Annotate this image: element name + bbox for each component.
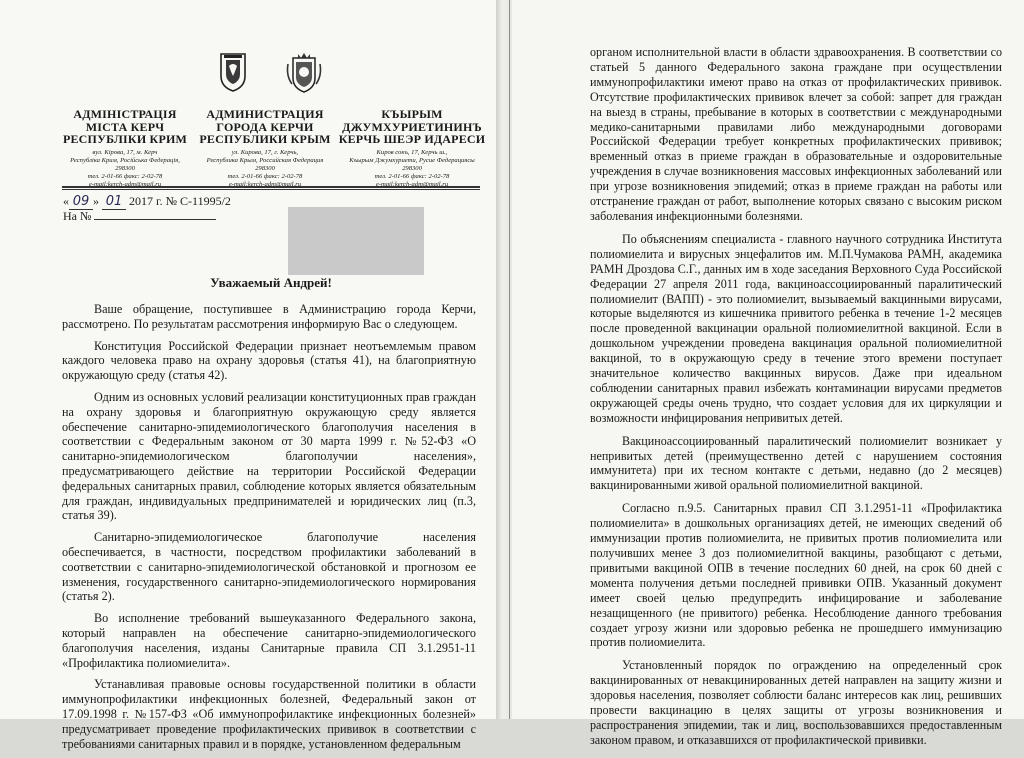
org-name-line: МІСТА КЕРЧ (85, 119, 165, 134)
paragraph: Конституция Российской Федерации признает неотъемлемым правом каждого человека право на охрану здоровья (статья 41), на благоприятную окружающую среду (статья 42). (62, 338, 476, 383)
letterhead-rule (62, 186, 480, 188)
org-address: вул. Кірова, 17, м. Керч Республіка Крим, Російська Федерація, 298300 тел. 2-01-66 факс: 2-02-78 e-mail:kerch-adm@mail.ru (70, 148, 180, 188)
kerch-coat-of-arms-icon (284, 52, 324, 94)
paragraph: Согласно п.9.5. Санитарных правил СП 3.1.2951-11 «Профилактика полиомиелита» в дошкольных организациях детей, не имеющих сведений об иммунизации против полиомиелита, не привитых против полиомиелита или получивших менее 3 доз полиомиелитной вакцины, разобщают с детьми, привитыми вакциной ОПВ в течение последних 60 дней, на срок 60 дней с момента получения детьми последней прививки ОПВ. Указанный документ имеет своей целью предупредить инфицирование и заболевание незащищенного (не привитого) ребенка. Несоблюдение данного требования создает угрозу жизни или здоровью ребенка не прошедшего иммунизацию против полиомиелита. (590, 501, 1002, 650)
reference-year: 2017 (129, 194, 153, 208)
org-name-line: КЕРЧЬ ШЕЭР ИДАРЕСИ (338, 132, 486, 146)
outgoing-reference: « 09 » 01 2017 г. № С-11995/2 (63, 194, 231, 209)
paragraph: Устанавливая правовые основы государственной политики в области иммунопрофилактики инфекционных болезней, Федеральный закон от 17.09.1998 г. №157-ФЗ «Об иммунопрофилактике инфекционных болезней» предусматривает проведение профилактических прививок в соответствии с требованиями санитарных правил и в порядке, установленном федеральным (62, 677, 476, 751)
crimea-coat-of-arms-icon (218, 52, 248, 92)
paragraph: Во исполнение требований вышеуказанного Федерального закона, который направлен на обеспечение санитарно-эпидемиологического благополучия населения, изданы Санитарные правила СП 3.1.2951-11 «Профилактика полиомиелита». (62, 611, 476, 670)
greeting: Уважаемый Андрей! (210, 275, 332, 290)
letterhead-crimean-tatar (338, 108, 486, 189)
paragraph: Одним из основных условий реализации конституционных прав граждан на охрану здоровья и благоприятную окружающую среду является обеспечение санитарно-эпидемиологического благополучия населения в соответствии с Федеральным законом от 30 марта 1999 г. №52-ФЗ «О санитарно-эпидемиологическом благополучии населения», предусматривающего действие на территории Российской Федерации федеральных санитарных правил, соблюдение которых является обязательным для граждан, индивидуальных предпринимателей и юридических лиц (п.3, статья 39). (62, 389, 476, 523)
paragraph: По объяснениям специалиста - главного научного сотрудника Института полиомиелита и вирусных энцефалитов им. М.П.Чумакова РАМН, академика РАМН Дроздова С.Г., данных им в ходе заседания Верховного Суда Российской Федерации 27 апреля 2011 года, вакциноассоциированный паралитический полиомиелит (ВАПП) - это полиомиелит, вызываемый вакцинными вирусами, которые выделяются из кишечника привитого ребенка в течение 1-2 месяцев после проведенной вакцинации оральной полиомиелитной вакциной. Если в дошкольном учреждении проведена вакцинация оральной полиомиелитной вакциной, то в окружающую среду в течение этого времени поступает значительное количество вакцинных вирусов. Даже при идеальном соблюдении санитарных правил избежать контаминации вирусами предметов окружающей среды очень трудно, что создает условия для их циркуляции и возможности инфицирования непривитых детей. (590, 231, 1002, 425)
page-edge (509, 0, 510, 719)
org-name-line: РЕСПУБЛИКИ КРЫМ (199, 132, 331, 146)
paragraph: Установленный порядок по ограждению на определенный срок вакцинированных от невакцинированных детей направлен на защиту жизни и здоровья населения, позволяет соблюсти баланс интересов как лиц, решивших провести вакцинацию в целях защиты от угрозы возникновения и распространения эпидемии, так и лиц, воспользовавшихся предоставленным законом правом, и отказавшихся от профилактической прививки. (590, 658, 1002, 747)
org-name-line: АДМІНІСТРАЦІЯ (73, 107, 177, 121)
paragraph: Санитарно-эпидемиологическое благополучие населения обеспечивается, в частности, посредством профилактики заболеваний в соответствии с санитарно-эпидемиологической обстановкой и прогнозом ее изменения, государственного санитарно-эпидемиологического нормирования (статья 2). (62, 530, 476, 604)
incoming-reference: На № (63, 209, 216, 224)
letter-body-page-2 (590, 45, 1002, 756)
paragraph: Ваше обращение, поступившее в Администрацию города Керчи, рассмотрено. По результатам рассмотрения информирую Вас о следующем. (62, 302, 476, 331)
reference-day: 09 (69, 194, 93, 210)
paragraph: Вакциноассоциированный паралитический полиомиелит возникает у непривитых детей (преимущественно детей с нарушением состояния иммунитета) при их тесном контакте с детьми, недавно (до 2 месяцев) вакцинированными живой оральной полиомиелитной вакциной. (590, 433, 1002, 493)
org-name-line: КЪЫРЫМ (381, 107, 443, 121)
org-name-line: АДМИНИСТРАЦИЯ (206, 107, 324, 121)
redacted-block (288, 207, 424, 275)
letterhead-rule (62, 189, 480, 190)
letter-body-page-1 (62, 302, 476, 758)
letterhead-ukrainian (60, 108, 190, 189)
org-name-line: ГОРОДА КЕРЧИ (216, 119, 314, 134)
paragraph: органом исполнительной власти в области здравоохранения. В соответствии со статьей 5 данного Федерального закона граждане при осуществлении иммунопрофилактики имеют право на отказ от профилактических прививок. Отсутствие профилактических прививок влечет за собой: запрет для граждан на выезд в страны, пребывание в которых в соответствии с международными медико-санитарными правилами либо международными договорами Российской Федерации требует конкретных профилактических прививок; временный отказ в приеме граждан в образовательные и оздоровительные учреждения в случае возникновения массовых инфекционных заболеваний или при угрозе возникновения эпидемий; отказ в приеме граждан на работы или отстранение граждан от работ, выполнение которых связано с высоким риском заболевания инфекционными болезнями. (590, 45, 1002, 223)
reference-month: 01 (102, 194, 126, 210)
org-address: Киров сокъ, 17, Керчь ш., Къырым Джумхуриети, Русие Федерациясы 298300 тел. 2-01-66 факс: 2-02-78 e-mail:kerch-adm@mail.ru (349, 148, 475, 188)
reference-number: С-11995/2 (180, 194, 231, 208)
letter-page-1 (0, 0, 496, 751)
letterhead-russian (196, 108, 334, 189)
org-name-line: ДЖУМХУРИЕТИНИНЪ (342, 119, 482, 134)
org-name-line: РЕСПУБЛІКИ КРИМ (62, 132, 188, 146)
org-address: ул. Кирова, 17, г. Керчь, Республика Крым, Российская Федерация 298300 тел. 2-01-66 факс: 2-02-78 e-mail:kerch-adm@mail.ru (206, 148, 324, 188)
